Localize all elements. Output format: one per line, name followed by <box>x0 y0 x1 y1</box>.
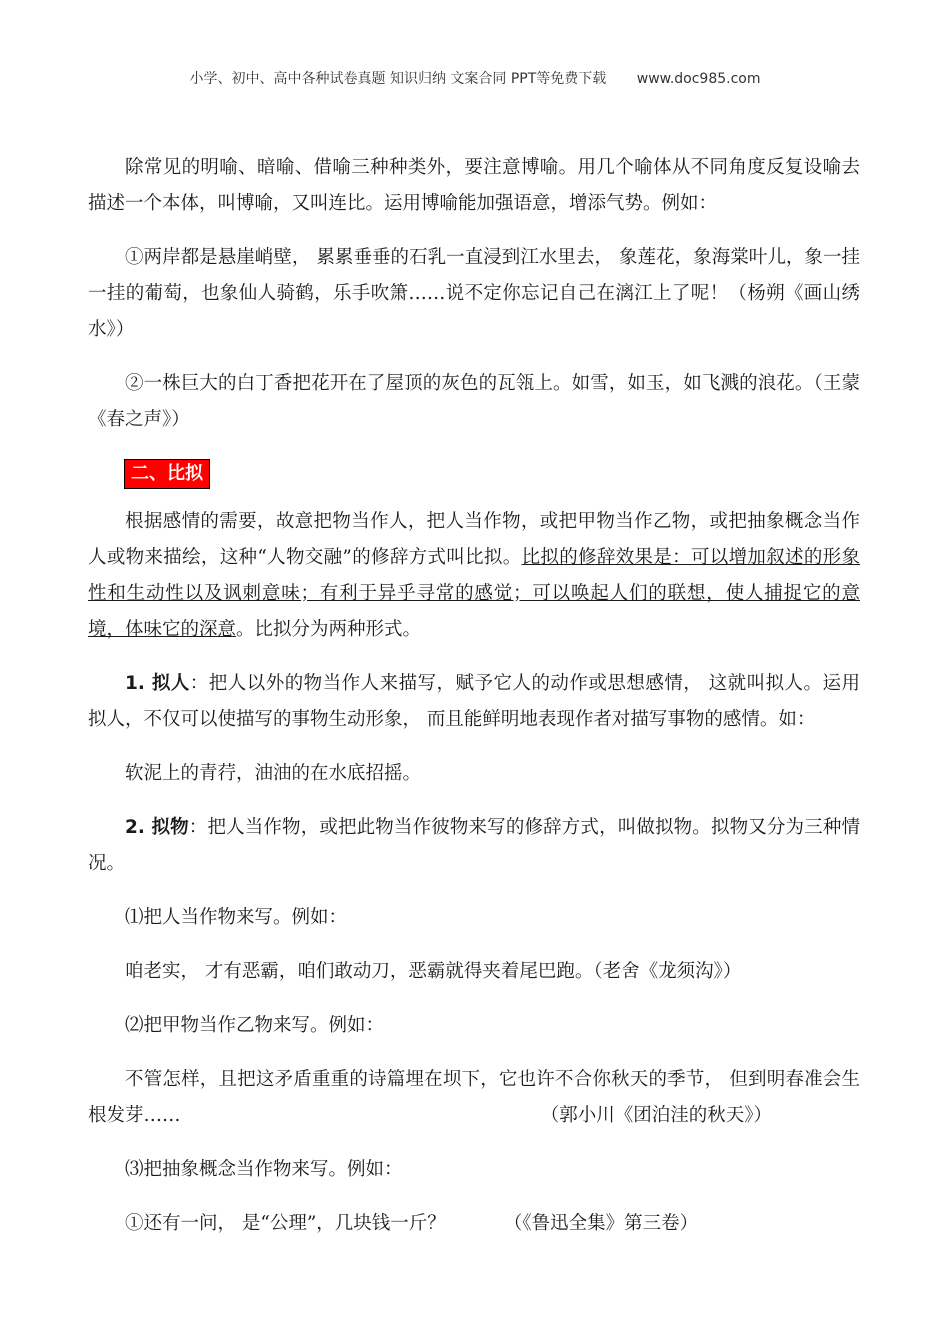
case-2: ⑵把甲物当作乙物来写。例如： <box>125 1015 385 1036</box>
paragraph-boyu: 除常见的明喻、暗喻、借喻三种种类外，要注意博喻。用几个喻体从不同角度反复设喻去描述一个本体，叫博喻，又叫连比。运用博喻能加强语意，增添气势。例如： <box>88 157 860 214</box>
case-3-source: （《鲁迅全集》第三卷） <box>503 1213 699 1234</box>
niwu-text: ：把人当作物，或把此物当作彼物来写的修辞方式，叫做拟物。拟物又分为三种情况。 <box>88 817 860 874</box>
case-3-example-text: ①还有一问， 是“公理”，几块钱一斤？ <box>125 1213 446 1234</box>
paragraph-niwu <box>88 810 860 882</box>
header-site-link[interactable]: www.doc985.com <box>636 71 761 87</box>
niren-example: 软泥上的青荇，油油的在水底招摇。 <box>125 763 422 784</box>
document-body <box>88 150 860 1242</box>
biniti-effect-underlined: 比拟的修辞效果是：可以增加叙述的形象性和生动性以及讽刺意味；有利于异乎寻常的感觉；可以唤起人们的联想，使人捕捉它的意境，体味它的深意 <box>88 547 860 640</box>
case-2-example-text: 不管怎样，且把这矛盾重重的诗篇埋在坝下，它也许不合你秋天的季节， 但到明春准会生根发芽…… <box>88 1069 860 1126</box>
case-2-source: （郭小川《团泊洼的秋天》） <box>540 1105 772 1126</box>
section-heading: 二、比拟 <box>125 460 209 488</box>
example-2: ②一株巨大的白丁香把花开在了屋顶的灰色的瓦瓴上。如雪，如玉，如飞溅的浪花。（王蒙《春之声》） <box>88 373 860 430</box>
section-heading-wrap <box>88 460 860 488</box>
page-header <box>0 68 950 88</box>
niren-label: 1. 拟人 <box>125 673 190 694</box>
case-2-example <box>88 1062 860 1134</box>
paragraph-niren <box>88 666 860 738</box>
niwu-label: 2. 拟物 <box>125 817 189 838</box>
niren-text: ：把人以外的物当作人来描写，赋予它人的动作或思想感情， 这就叫拟人。运用拟人，不仅可以使描写的事物生动形象， 而且能鲜明地表现作者对描写事物的感情。如： <box>88 673 861 730</box>
case-3: ⑶把抽象概念当作物来写。例如： <box>125 1159 403 1180</box>
biniti-forms: 。比拟分为两种形式。 <box>236 619 422 640</box>
case-3-example <box>88 1206 860 1242</box>
case-1-example: 咱老实， 才有恶霸，咱们敢动刀，恶霸就得夹着尾巴跑。（老舍《龙须沟》） <box>125 961 742 982</box>
paragraph-biniti <box>88 504 860 648</box>
example-1: ①两岸都是悬崖峭壁， 累累垂垂的石乳一直浸到江水里去， 象莲花，象海棠叶儿，象一挂一挂的葡萄，也象仙人骑鹤，乐手吹箫……说不定你忘记自己在漓江上了呢！（杨朔《画山绣水》） <box>88 247 860 340</box>
biniti-definition: 根据感情的需要，故意把物当作人，把人当作物，或把甲物当作乙物，或把抽象概念当作人或物来描绘，这种“人物交融”的修辞方式叫比拟。 <box>88 511 860 568</box>
header-text: 小学、初中、高中各种试卷真题 知识归纳 文案合同 PPT等免费下载 <box>189 71 607 87</box>
case-1: ⑴把人当作物来写。例如： <box>125 907 348 928</box>
